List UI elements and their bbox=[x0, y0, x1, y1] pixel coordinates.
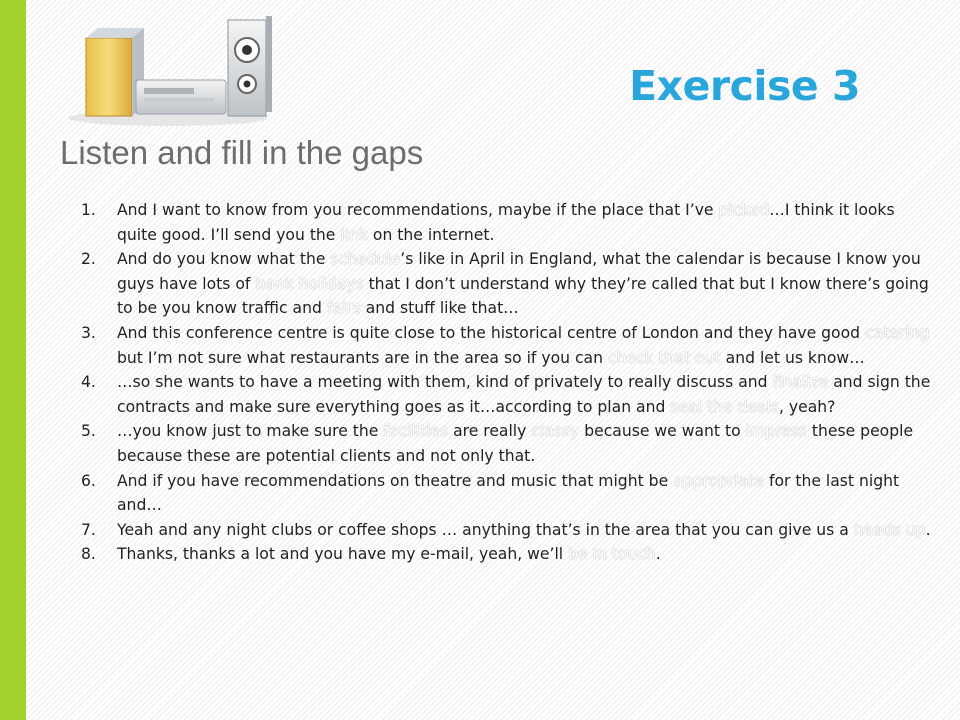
item-text: because we want to bbox=[579, 422, 746, 441]
list-item bbox=[76, 419, 936, 468]
accent-sidebar-bar bbox=[0, 0, 26, 720]
gap-answer: schedule bbox=[330, 250, 401, 269]
gap-answer: fairs bbox=[326, 299, 361, 318]
item-number: 3. bbox=[81, 323, 96, 342]
page-title: Exercise 3 bbox=[629, 62, 860, 110]
gap-answer: bank holidays bbox=[255, 274, 364, 293]
item-text: . bbox=[655, 545, 661, 564]
gap-answer: classy bbox=[531, 422, 580, 441]
item-text: and let us know… bbox=[720, 348, 865, 367]
gap-answer: heads up bbox=[853, 520, 926, 539]
item-text: and sign the contracts and make sure everything goes as it…according to plan and bbox=[117, 373, 931, 416]
item-text: And if you have recommendations on theatre and music that might be bbox=[117, 471, 674, 490]
item-number: 6. bbox=[81, 471, 96, 490]
list-item bbox=[76, 469, 936, 518]
item-text: on the internet. bbox=[367, 225, 495, 244]
exercise-list bbox=[76, 198, 936, 567]
item-number: 2. bbox=[81, 250, 96, 269]
item-text: are really bbox=[448, 422, 532, 441]
page-subtitle: Listen and fill in the gaps bbox=[60, 134, 424, 171]
item-text: And I want to know from you recommendations, maybe if the place that I’ve bbox=[117, 201, 719, 219]
stereo-speakers-icon bbox=[58, 8, 298, 128]
item-number: 7. bbox=[81, 520, 96, 539]
item-text: ’s like in April in England, what the calendar is because I know you guys have lots of bbox=[117, 250, 921, 293]
gap-answer: picked bbox=[718, 201, 770, 219]
item-text: . bbox=[925, 520, 931, 539]
list-item bbox=[76, 198, 936, 247]
list-item bbox=[76, 247, 936, 321]
gap-answer: seal the deals bbox=[670, 397, 779, 416]
gap-answer: facilities bbox=[383, 422, 449, 441]
item-text: …I think it looks quite good. I’ll send you the bbox=[117, 201, 895, 244]
gap-answer: link bbox=[340, 225, 368, 244]
item-number: 8. bbox=[81, 545, 96, 564]
item-text: and stuff like that… bbox=[360, 299, 519, 318]
item-text: for the last night and… bbox=[117, 471, 900, 515]
item-text: And do you know what the bbox=[117, 250, 331, 269]
list-item bbox=[76, 518, 936, 543]
gap-answer: impress bbox=[745, 422, 807, 441]
gap-answer: be in touch bbox=[568, 545, 656, 564]
item-text: Thanks, thanks a lot and you have my e-mail, yeah, we’ll bbox=[117, 545, 569, 564]
list-item bbox=[76, 370, 936, 419]
gap-answer: check that out bbox=[607, 348, 721, 367]
list-item bbox=[76, 321, 936, 370]
item-text: …so she wants to have a meeting with them, kind of privately to really discuss and bbox=[117, 373, 773, 392]
gap-answer: appropriate bbox=[673, 471, 764, 490]
item-text: And this conference centre is quite close to the historical centre of London and they have good bbox=[117, 323, 865, 342]
item-text: …you know just to make sure the bbox=[117, 422, 384, 441]
item-text: these people because these are potential clients and not only that. bbox=[117, 422, 914, 465]
item-number: 5. bbox=[81, 422, 96, 441]
gap-answer: catering bbox=[865, 323, 930, 342]
item-text: Yeah and any night clubs or coffee shops … anything that’s in the area that you can give us a bbox=[117, 520, 854, 539]
item-text: that I don’t understand why they’re called that but I know there’s going to be you know traffic and bbox=[117, 274, 929, 318]
item-text: but I’m not sure what restaurants are in the area so if you can bbox=[117, 348, 608, 367]
list-item bbox=[76, 542, 936, 567]
gap-answer: finalize bbox=[772, 373, 829, 392]
item-number: 4. bbox=[81, 373, 96, 392]
item-text: , yeah? bbox=[778, 397, 836, 416]
item-number: 1. bbox=[81, 201, 96, 219]
